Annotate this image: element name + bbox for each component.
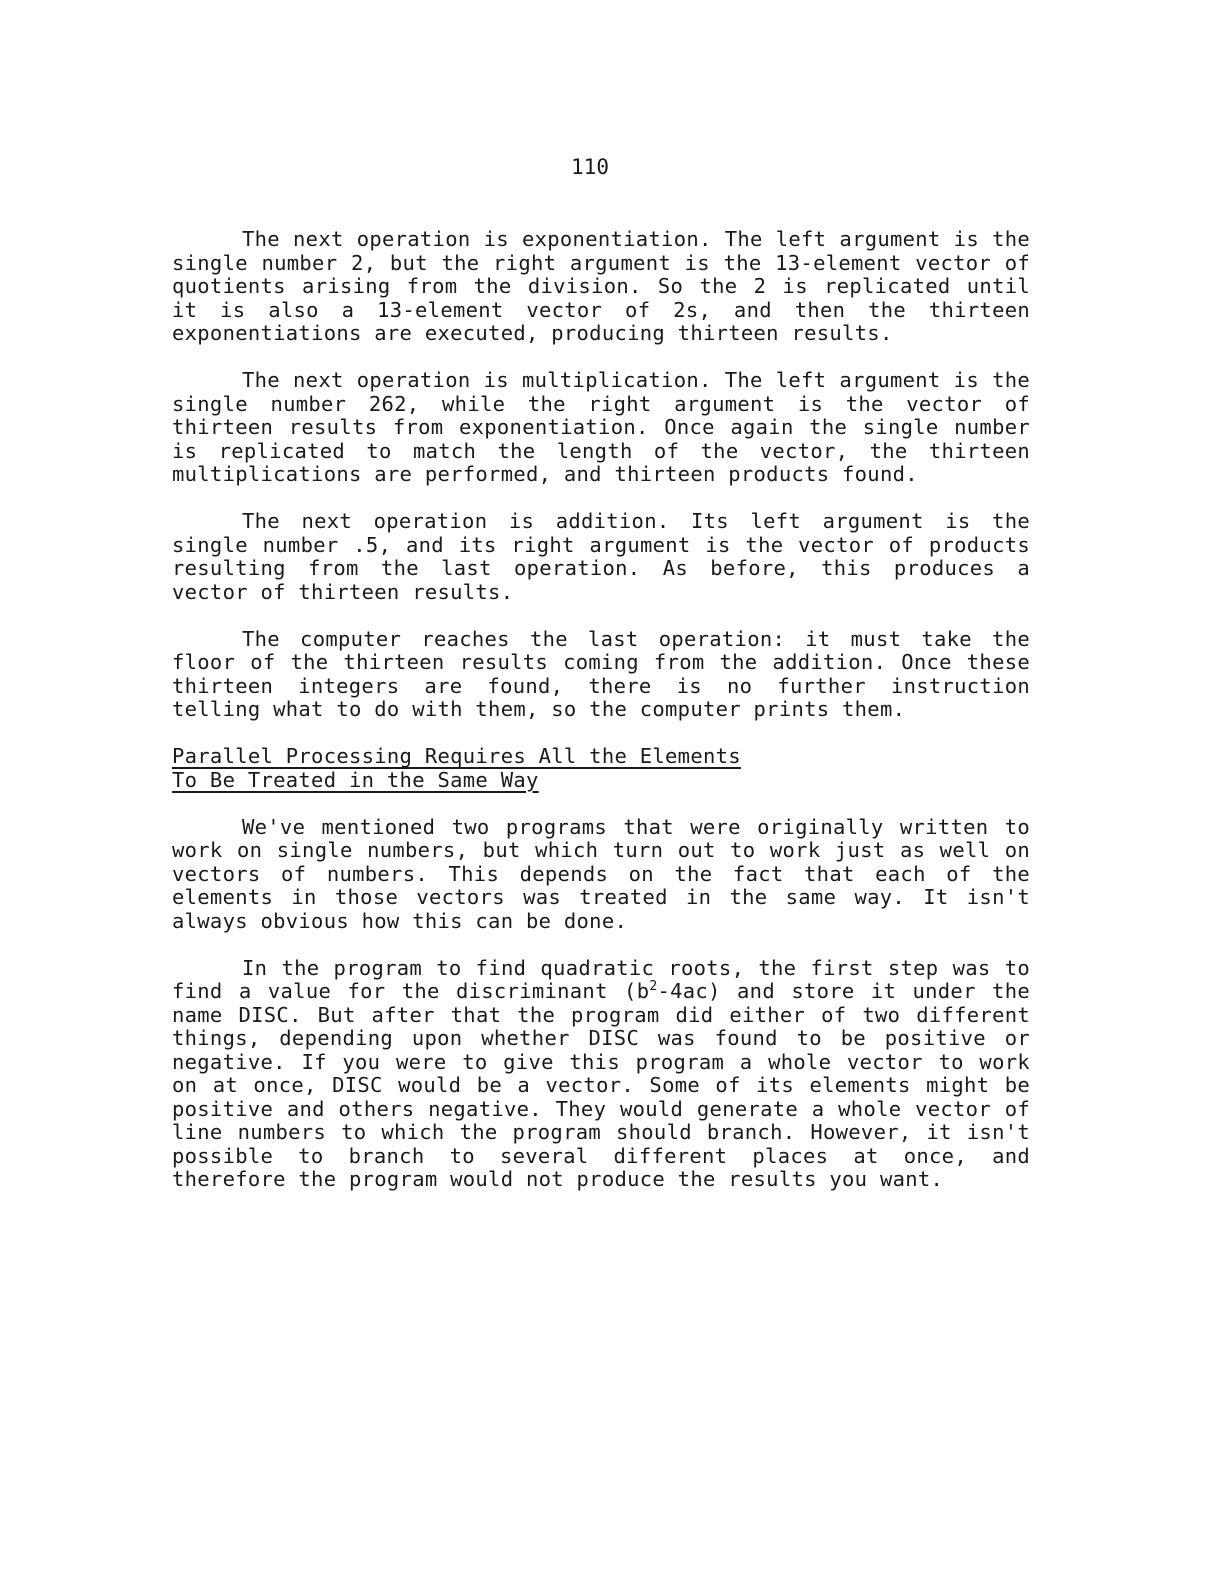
page-number: 110 [571,155,609,179]
paragraph-exponentiation: The next operation is exponentiation. The left argument is the single number 2, but the right argument is the 13-element vector of quotients arising from the division. So the 2 is replicated until it is also a 13-element vector of 2s, and then the thirteen exponentiations are executed, producing thirteen results. [172,227,1030,345]
paragraph-quadratic-roots [172,957,1030,1192]
paragraph-floor: The computer reaches the last operation: it must take the floor of the thirteen results coming from the addition. Once these thirteen integers are found, there is no further instruction telling what to do with them, so the computer prints them. [172,626,1030,721]
section-heading-line-2: To Be Treated in the Same Way [172,767,539,792]
exponent-superscript: 2 [649,979,658,994]
paragraph-multiplication: The next operation is multiplication. The left argument is the single number 262, while the right argument is the vector of thirteen results from exponentiation. Once again the single number is replicated to match the length of the vector, the thirteen multiplications are performed, and thirteen products found. [172,368,1030,486]
paragraph-vectors: We've mentioned two programs that were originally written to work on single numbers, but which turn out to work just as well on vectors of numbers. This depends on the fact that each of the elements in those vectors was treated in the same way. It isn't always obvious how this can be done. [172,814,1030,933]
section-heading-line-1: Parallel Processing Requires All the Elements [172,744,741,768]
section-heading [172,745,1030,792]
paragraph-addition: The next operation is addition. Its left argument is the single number .5, and its right argument is the vector of products resulting from the last operation. As before, this produces a vector of thirteen results. [172,509,1030,604]
quadratic-text-start: In the program to find quadratic roots, the first step was to find a value for the discriminant (b [172,955,1030,1003]
quadratic-text-rest: -4ac) and store it under the name DISC. But after that the program did either of two different things, depending upon whether DISC was found to be positive or negative. If you were to give this program a whole vector to work on at once, DISC would be a vector. Some of its elements might be positive and others negative. They would generate a whole vector of line numbers to which the program should branch. However, it isn't possible to branch to several different places at once, and therefore the program would not produce the results you want. [172,979,1030,1191]
page-body [172,228,1030,1215]
